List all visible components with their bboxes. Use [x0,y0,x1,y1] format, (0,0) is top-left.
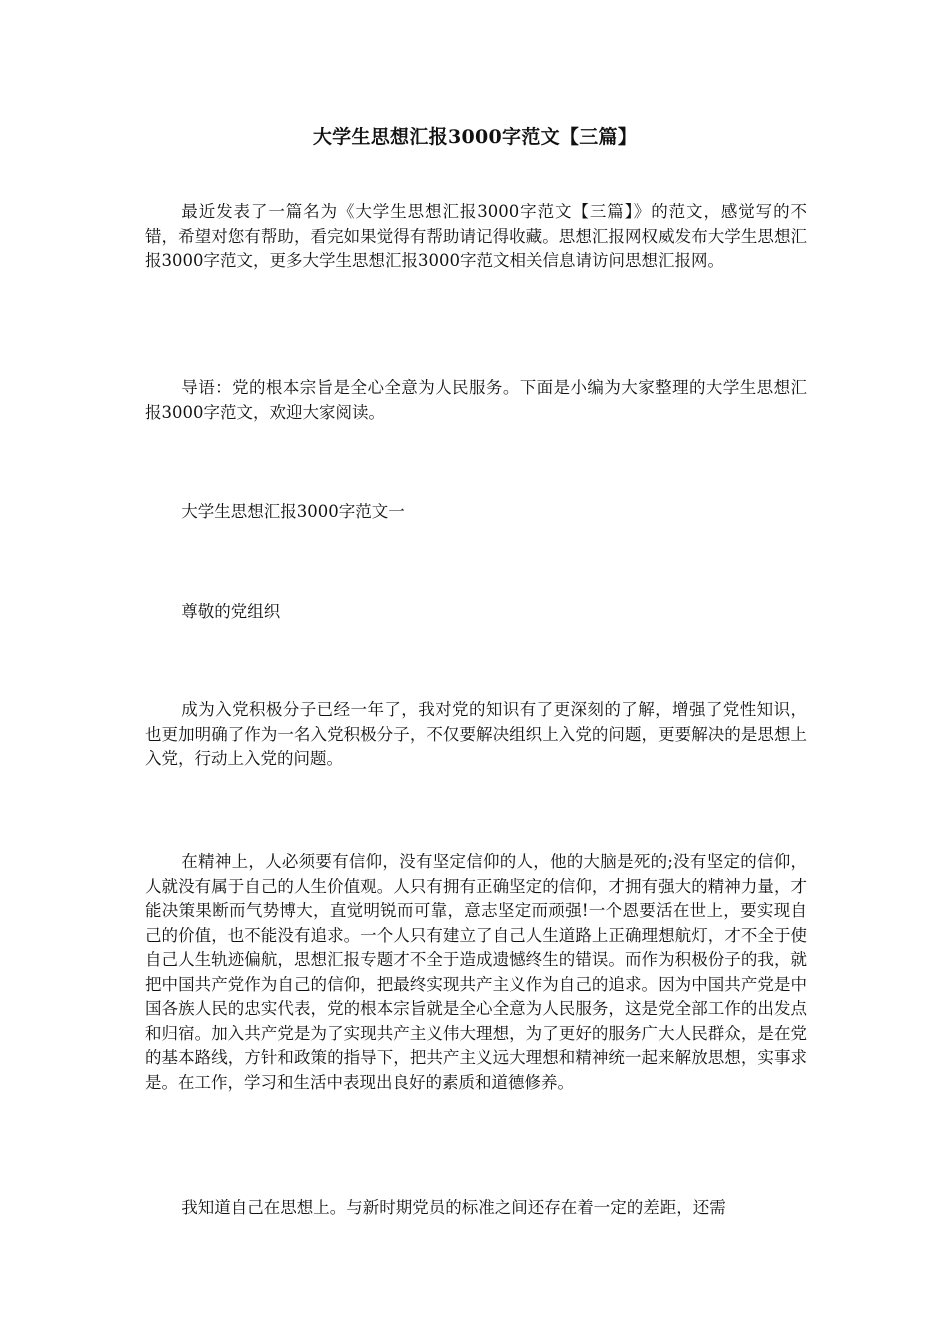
section-heading: 大学生思想汇报3000字范文一 [181,502,405,521]
intro-paragraph: 最近发表了一篇名为《大学生思想汇报3000字范文【三篇】》的范文，感觉写的不错，希望对您有帮助，看完如果觉得有帮助请记得收藏。思想汇报网权威发布大学生思想汇报3000字范文，更多大学生思想汇报3000字范文相关信息请访问思想汇报网。 [145,202,807,270]
document-title: 大学生思想汇报3000字范文【三篇】 [312,126,638,148]
salutation: 尊敬的党组织 [181,602,281,621]
lead-paragraph: 导语：党的根本宗旨是全心全意为人民服务。下面是小编为大家整理的大学生思想汇报3000字范文，欢迎大家阅读。 [145,378,807,422]
body-paragraph: 成为入党积极分子已经一年了，我对党的知识有了更深刻的了解，增强了党性知识，也更加明确了作为一名入党积极分子，不仅要解决组织上入党的问题，更要解决的是思想上入党，行动上入党的问题。 [145,700,807,768]
body-paragraph: 我知道自己在思想上。与新时期党员的标准之间还存在着一定的差距，还需 [181,1198,726,1217]
body-paragraph: 在精神上，人必须要有信仰，没有坚定信仰的人，他的大脑是死的;没有坚定的信仰，人就没有属于自己的人生价值观。人只有拥有正确坚定的信仰，才拥有强大的精神力量，才能决策果断而气势博大，直觉明锐而可靠，意志坚定而顽强!一个恩要活在世上，要实现自己的价值，也不能没有追求。一个人只有建立了自己人生道路上正确理想航灯，才不全于使自己人生轨迹偏航，思想汇报专题才不全于造成遗憾终生的错误。而作为积极份子的我，就把中国共产党作为自己的信仰，把最终实现共产主义作为自己的追求。因为中国共产党是中国各族人民的忠实代表，党的根本宗旨就是全心全意为人民服务，这是党全部工作的出发点和归宿。加入共产党是为了实现共产主义伟大理想，为了更好的服务广大人民群众，是在党的基本路线，方针和政策的指导下，把共产主义远大理想和精神统一起来解放思想，实事求是。在工作，学习和生活中表现出良好的素质和道德修养。 [145,852,807,1092]
